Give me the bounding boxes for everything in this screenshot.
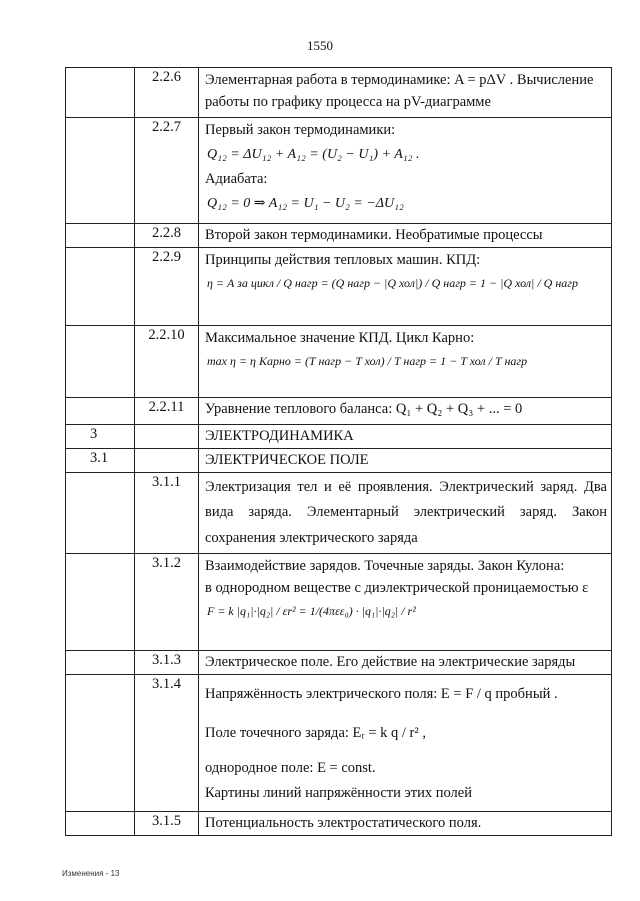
table-row — [66, 397, 612, 424]
element-description: Электрическое поле. Его действие на электрические заряды — [199, 650, 612, 674]
section-code: 3 — [66, 424, 135, 448]
element-description: Элементарная работа в термодинамике: A = pΔV . Вычисление работы по графику процесса на pV-диаграмме — [199, 68, 612, 118]
element-code: 3.1.1 — [135, 472, 199, 553]
section-title: ЭЛЕКТРОДИНАМИКА — [199, 424, 612, 448]
table-row — [66, 650, 612, 674]
table-row — [66, 118, 612, 224]
formula: max η = η Карно = (T нагр − T хол) / T нагр = 1 − T хол / T нагр — [207, 353, 528, 368]
element-code: 3.1.2 — [135, 553, 199, 650]
content-table — [65, 67, 612, 836]
element-code: 2.2.7 — [135, 118, 199, 224]
formula: F = k |q₁|·|q₂| / εr² = 1/(4πεε₀) · |q₁|·|q₂| / r² — [207, 603, 416, 618]
table-row — [66, 325, 612, 397]
table-row — [66, 811, 612, 835]
element-description: Первый закон термодинамики: Q₁₂ = ΔU₁₂ + A₁₂ = (U₂ − U₁) + A₁₂ . Адиабата: Q₁₂ = 0 ⇒ A₁₂ = U₁ − U₂ = −ΔU₁₂ — [199, 118, 612, 224]
formula: Q₁₂ = ΔU₁₂ + A₁₂ = (U₂ − U₁) + A₁₂ . — [207, 146, 420, 162]
table-row — [66, 247, 612, 325]
element-description: Максимальное значение КПД. Цикл Карно: max η = η Карно = (T нагр − T хол) / T нагр = 1 − T хол / T нагр — [199, 325, 612, 397]
table-row — [66, 674, 612, 811]
page-number: 1550 — [307, 38, 333, 53]
formula: η = A за цикл / Q нагр = (Q нагр − |Q хол|) / Q нагр = 1 − |Q хол| / Q нагр — [207, 275, 578, 290]
element-code: 2.2.6 — [135, 68, 199, 118]
element-code: 2.2.9 — [135, 247, 199, 325]
element-code: 3.1.4 — [135, 674, 199, 811]
element-description: Напряжённость электрического поля: E = F / q пробный . Поле точечного заряда: Eᵣ = k q / r² , однородное поле: E = const. Картины линий напряжённости этих полей — [199, 674, 612, 811]
element-description: Уравнение теплового баланса: Q₁ + Q₂ + Q₃ + ... = 0 — [199, 397, 612, 424]
element-code: 3.1.5 — [135, 811, 199, 835]
element-code: 2.2.8 — [135, 224, 199, 248]
subsection-title: ЭЛЕКТРИЧЕСКОЕ ПОЛЕ — [199, 448, 612, 472]
element-description: Потенциальность электростатического поля. — [199, 811, 612, 835]
element-code: 2.2.10 — [135, 325, 199, 397]
element-code: 3.1.3 — [135, 650, 199, 674]
formula: Q₁₂ = 0 ⇒ A₁₂ = U₁ − U₂ = −ΔU₁₂ — [207, 195, 404, 211]
table-row — [66, 224, 612, 248]
element-code: 2.2.11 — [135, 397, 199, 424]
element-description: Второй закон термодинамики. Необратимые процессы — [199, 224, 612, 248]
table-row — [66, 472, 612, 553]
subsection-row — [66, 448, 612, 472]
table-row — [66, 553, 612, 650]
table-row — [66, 68, 612, 118]
element-description: Взаимодействие зарядов. Точечные заряды. Закон Кулона: в однородном веществе с диэлектрической проницаемостью ε F = k |q₁|·|q₂| / εr² = 1/(4πεε₀) · |q₁|·|q₂| / r² — [199, 553, 612, 650]
element-description: Принципы действия тепловых машин. КПД: η = A за цикл / Q нагр = (Q нагр − |Q хол|) / Q нагр = 1 − |Q хол| / Q нагр — [199, 247, 612, 325]
element-description: Электризация тел и её проявления. Электрический заряд. Два вида заряда. Элементарный электрический заряд. Закон сохранения электрического заряда — [199, 472, 612, 553]
footer-note: Изменения - 13 — [62, 869, 120, 878]
subsection-code: 3.1 — [66, 448, 135, 472]
section-row — [66, 424, 612, 448]
